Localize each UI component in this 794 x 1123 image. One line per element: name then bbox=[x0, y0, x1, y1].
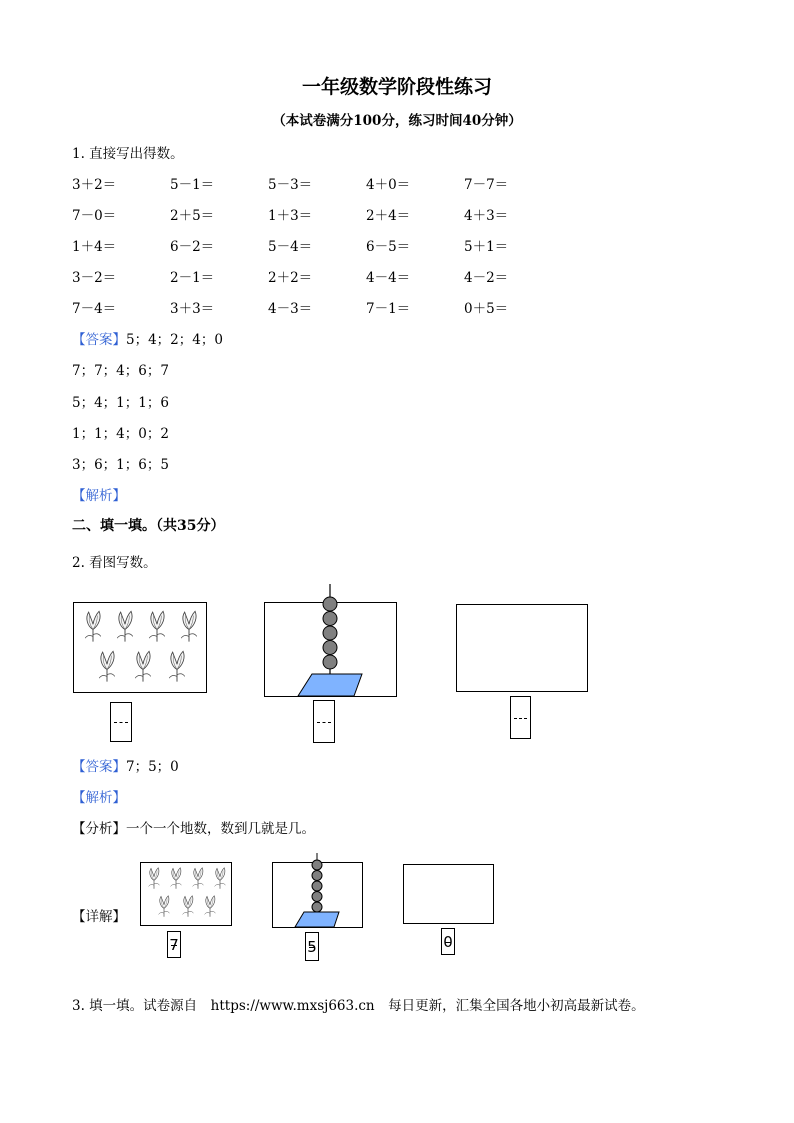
detail-answer-flowers bbox=[167, 931, 181, 958]
analysis-head: 【分析】 bbox=[72, 821, 126, 837]
abacus-beads-small bbox=[312, 860, 322, 912]
answer-box-empty bbox=[510, 696, 531, 739]
detail-answer-empty bbox=[441, 928, 455, 955]
arithmetic-problem: 4－2＝ bbox=[464, 270, 509, 286]
detail-digit-7: 7 bbox=[169, 935, 179, 954]
flower-icon bbox=[189, 865, 207, 895]
q2-analysis bbox=[72, 817, 315, 837]
detail-digit-5: 5 bbox=[307, 937, 317, 956]
answer-box-flowers bbox=[110, 702, 132, 742]
answer-label: 【答案】 bbox=[72, 332, 126, 348]
abacus-bead bbox=[323, 626, 337, 640]
empty-picture-box bbox=[456, 604, 588, 692]
arithmetic-problem: 7－0＝ bbox=[72, 208, 117, 224]
arithmetic-problem: 2－1＝ bbox=[170, 270, 215, 286]
flower-icon bbox=[80, 607, 106, 649]
arithmetic-problem: 4－3＝ bbox=[268, 301, 313, 317]
page-subtitle: （本试卷满分100分，练习时间40分钟） bbox=[272, 113, 522, 129]
abacus-beads bbox=[323, 597, 337, 669]
flower-icon bbox=[176, 607, 202, 649]
abacus-bead bbox=[312, 871, 322, 881]
q3-prompt: 3. 填一填。试卷源自 https://www.mxsj663.cn 每日更新，汇集全国各地小初高最新试卷。 bbox=[72, 998, 645, 1014]
flower-icon bbox=[145, 865, 163, 895]
analysis-text: 一个一个地数，数到几就是几。 bbox=[126, 821, 315, 837]
q2-answer bbox=[72, 755, 179, 775]
abacus-base bbox=[295, 912, 339, 927]
abacus-bead bbox=[323, 641, 337, 655]
q2-prompt: 2. 看图写数。 bbox=[72, 555, 157, 571]
flower-icon bbox=[94, 647, 120, 689]
q2-detail-label: 【详解】 bbox=[72, 909, 126, 925]
arithmetic-problem: 2＋2＝ bbox=[268, 270, 313, 286]
answer-box-beads bbox=[313, 700, 335, 743]
answer-text: 5；4；2；4；0 bbox=[126, 332, 223, 348]
arithmetic-problem: 6－5＝ bbox=[366, 239, 411, 255]
abacus-bead bbox=[312, 881, 322, 891]
arithmetic-problem: 2＋4＝ bbox=[366, 208, 411, 224]
arithmetic-problem: 6－2＝ bbox=[170, 239, 215, 255]
abacus-bead bbox=[323, 612, 337, 626]
q1-answer-line-4: 1；1；4；0；2 bbox=[72, 426, 169, 442]
arithmetic-problem: 4＋0＝ bbox=[366, 177, 411, 193]
arithmetic-problem: 1＋3＝ bbox=[268, 208, 313, 224]
detail-digit-0: 0 bbox=[443, 932, 453, 951]
q1-answer-line-2: 7；7；4；6；7 bbox=[72, 363, 169, 379]
detail-answer-beads bbox=[305, 932, 319, 961]
q1-analysis-label: 【解析】 bbox=[72, 488, 126, 504]
flower-icon bbox=[167, 865, 185, 895]
flower-icon bbox=[144, 607, 170, 649]
arithmetic-problem: 4－4＝ bbox=[366, 270, 411, 286]
abacus-bead bbox=[323, 597, 337, 611]
arithmetic-problem: 5－3＝ bbox=[268, 177, 313, 193]
page-title: 一年级数学阶段性练习 bbox=[301, 76, 492, 98]
arithmetic-problem: 1＋4＝ bbox=[72, 239, 117, 255]
q2-analysis-label: 【解析】 bbox=[72, 790, 126, 806]
detail-abacus-figure bbox=[272, 851, 363, 931]
flower-icon bbox=[201, 893, 219, 923]
q1-answer-line-3: 5；4；1；1；6 bbox=[72, 395, 169, 411]
arithmetic-problem: 7－1＝ bbox=[366, 301, 411, 317]
arithmetic-problem: 7－4＝ bbox=[72, 301, 117, 317]
abacus-bead bbox=[323, 655, 337, 669]
section-2-heading: 二、填一填。（共35分） bbox=[72, 518, 225, 534]
arithmetic-problem: 3－2＝ bbox=[72, 270, 117, 286]
flower-icon bbox=[155, 893, 173, 923]
arithmetic-problem: 4＋3＝ bbox=[464, 208, 509, 224]
detail-empty-box bbox=[403, 864, 494, 924]
arithmetic-problem: 5＋1＝ bbox=[464, 239, 509, 255]
arithmetic-problem: 3＋2＝ bbox=[72, 177, 117, 193]
q1-answer-line-5: 3；6；1；6；5 bbox=[72, 457, 169, 473]
abacus-bead bbox=[312, 892, 322, 902]
arithmetic-problem: 5－1＝ bbox=[170, 177, 215, 193]
abacus-bead bbox=[312, 860, 322, 870]
arithmetic-problem: 7－7＝ bbox=[464, 177, 509, 193]
q1-answer-line-1 bbox=[72, 328, 223, 348]
flower-picture-box bbox=[73, 602, 207, 693]
abacus-figure bbox=[264, 582, 397, 698]
arithmetic-problem: 0＋5＝ bbox=[464, 301, 509, 317]
flower-icon bbox=[164, 647, 190, 689]
detail-flower-box bbox=[140, 862, 232, 926]
flower-icon bbox=[179, 893, 197, 923]
abacus-base bbox=[298, 674, 362, 696]
arithmetic-problem: 5－4＝ bbox=[268, 239, 313, 255]
arithmetic-problem: 3＋3＝ bbox=[170, 301, 215, 317]
abacus-bead bbox=[312, 902, 322, 912]
q1-prompt: 1. 直接写出得数。 bbox=[72, 146, 184, 162]
flower-icon bbox=[211, 865, 229, 895]
flower-icon bbox=[112, 607, 138, 649]
flower-icon bbox=[130, 647, 156, 689]
answer-text: 7；5；0 bbox=[126, 759, 179, 775]
answer-label: 【答案】 bbox=[72, 759, 126, 775]
arithmetic-problem: 2＋5＝ bbox=[170, 208, 215, 224]
